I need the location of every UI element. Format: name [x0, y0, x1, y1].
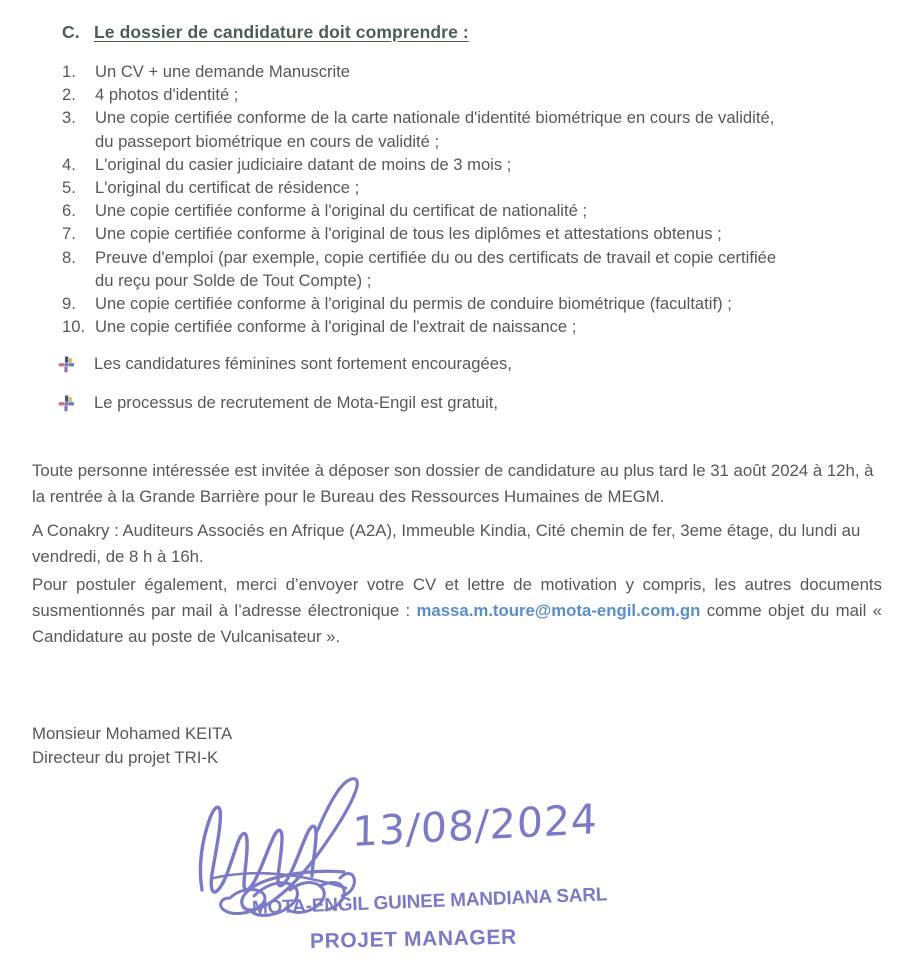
list-item	[62, 246, 884, 292]
list-item-text: 4 photos d'identité ;	[95, 85, 239, 105]
stamp-role-line: PROJET MANAGER	[309, 925, 517, 953]
list-item-text: Un CV + une demande Manuscrite	[95, 62, 351, 81]
list-item	[62, 292, 884, 315]
stamp-company-line: MOTA-ENGIL GUINEE MANDIANA SARL	[251, 884, 608, 919]
section-heading-letter: C.	[62, 22, 80, 42]
list-item-number: 9.	[62, 294, 76, 314]
list-item-text-line: du passeport biométrique en cours de validité ;	[95, 131, 440, 151]
list-item	[62, 106, 884, 152]
four-arrow-bullet-icon	[58, 354, 94, 373]
list-item	[62, 153, 884, 176]
list-item-number: 3.	[62, 108, 76, 128]
section-heading	[62, 22, 469, 43]
list-item-number: 5.	[62, 178, 76, 198]
list-item	[62, 60, 884, 83]
list-item-text	[95, 246, 884, 292]
section-heading-text: Le dossier de candidature doit comprendre :	[94, 22, 469, 42]
requirements-list	[62, 60, 884, 338]
signatory-block	[32, 722, 232, 770]
list-item-text-line: Une copie certifiée conforme de la carte nationale d'identité biométrique en cours de validité,	[95, 108, 775, 128]
list-item-text-line: du reçu pour Solde de Tout Compte) ;	[95, 270, 372, 290]
note-item-text: Les candidatures féminines sont fortement encouragées,	[94, 354, 512, 373]
list-item-number: 8.	[62, 247, 76, 267]
application-paragraph	[32, 572, 882, 650]
deadline-paragraph: Toute personne intéressée est invitée à déposer son dossier de candidature au plus tard le 31 août 2024 à 12h, à la rentrée à la Grande Barrière pour le Bureau des Ressources Humaines de MEGM.	[32, 461, 874, 506]
list-item-text: Une copie certifiée conforme à l'original du certificat de nationalité ;	[95, 201, 588, 221]
list-item	[62, 315, 884, 338]
note-item-text: Le processus de recrutement de Mota-Engil est gratuit,	[94, 393, 498, 412]
application-paragraph-part2: comme objet du mail « Candidature au poste de Vulcanisateur ».	[32, 601, 882, 646]
list-item	[62, 222, 884, 245]
list-item-text: L'original du casier judiciaire datant de moins de 3 mois ;	[95, 154, 512, 174]
list-item	[62, 199, 884, 222]
list-item-number: 10.	[62, 317, 86, 337]
list-item-text	[95, 106, 884, 152]
list-item-text-line: Preuve d'emploi (par exemple, copie certifiée du ou des certificats de travail et copie certifiée	[95, 247, 777, 267]
application-paragraph-part1: Pour postuler également, merci d’envoyer votre CV et lettre de motivation y compris, les autres documents susmentionnés par mail à l’adresse électronique :	[32, 575, 882, 620]
signatory-title: Directeur du projet TRI-K	[32, 748, 219, 767]
list-item	[62, 176, 884, 199]
list-item-text: Une copie certifiée conforme à l'original de l'extrait de naissance ;	[95, 317, 577, 337]
list-item-number: 6.	[62, 201, 76, 221]
list-item-number: 1.	[62, 62, 76, 81]
list-item-number: 2.	[62, 85, 76, 105]
signatory-name: Monsieur Mohamed KEITA	[32, 724, 233, 743]
list-item-text: Une copie certifiée conforme à l'original du permis de conduire biométrique (facultatif) ;	[95, 294, 732, 314]
list-item	[62, 83, 884, 106]
four-arrow-bullet-icon	[58, 393, 94, 412]
note-item	[58, 354, 758, 374]
handwritten-date: 13/08/2024	[351, 795, 599, 857]
notes-list	[58, 354, 758, 432]
note-item	[58, 393, 758, 413]
address-paragraph: A Conakry : Auditeurs Associés en Afrique (A2A), Immeuble Kindia, Cité chemin de fer, 3eme étage, du lundi au vendredi, de 8 h à 16h.	[32, 521, 861, 566]
list-item-text: L'original du certificat de résidence ;	[95, 178, 360, 198]
list-item-number: 4.	[62, 154, 76, 174]
list-item-number: 7.	[62, 224, 76, 244]
email-link[interactable]: massa.m.toure@mota-engil.com.gn	[416, 601, 701, 620]
list-item-text: Une copie certifiée conforme à l'original de tous les diplômes et attestations obtenus ;	[95, 224, 722, 244]
